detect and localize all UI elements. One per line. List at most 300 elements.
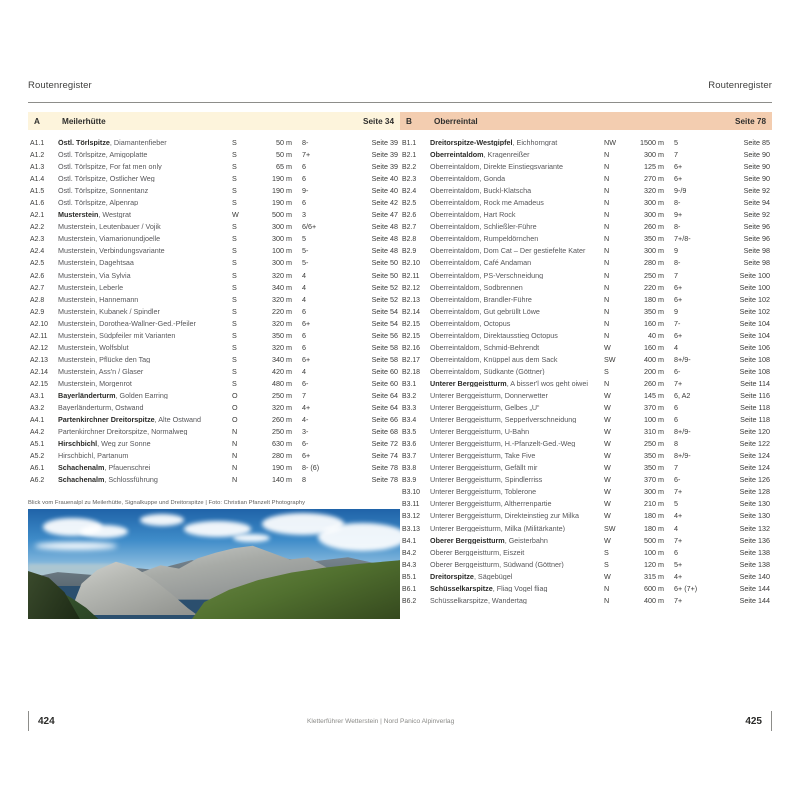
route-grade: 9 bbox=[674, 246, 678, 256]
route-row[interactable] bbox=[28, 199, 400, 211]
route-aspect: W bbox=[604, 342, 611, 352]
route-length: 315 m bbox=[644, 571, 664, 581]
route-grade: 6- bbox=[302, 439, 309, 449]
route-aspect: W bbox=[604, 475, 611, 485]
route-row[interactable] bbox=[28, 380, 400, 392]
route-aspect: W bbox=[604, 415, 611, 425]
route-page-ref[interactable]: Seite 39 bbox=[371, 150, 398, 160]
route-grade: 6 bbox=[674, 547, 678, 557]
route-page-ref[interactable]: Seite 144 bbox=[739, 595, 770, 605]
route-table-b bbox=[400, 139, 772, 609]
route-name: Bayerländerturm, Golden Earring bbox=[58, 391, 168, 400]
route-grade: 7 bbox=[674, 463, 678, 473]
route-length: 320 m bbox=[272, 294, 292, 304]
route-page-ref[interactable]: Seite 50 bbox=[371, 270, 398, 280]
route-page-ref[interactable]: Seite 106 bbox=[739, 342, 770, 352]
route-id: B2.10 bbox=[402, 260, 421, 268]
route-id: A4.2 bbox=[30, 429, 45, 437]
route-id: B3.12 bbox=[402, 513, 421, 521]
route-length: 270 m bbox=[644, 174, 664, 184]
route-id: A2.15 bbox=[30, 380, 49, 388]
route-page-ref[interactable]: Seite 64 bbox=[371, 390, 398, 400]
route-row[interactable] bbox=[28, 428, 400, 440]
route-aspect: N bbox=[604, 150, 610, 160]
route-page-ref[interactable]: Seite 48 bbox=[371, 246, 398, 256]
route-page-ref[interactable]: Seite 90 bbox=[743, 162, 770, 172]
route-grade: 6+ (7+) bbox=[674, 583, 698, 593]
route-grade: 8- bbox=[674, 222, 681, 232]
route-name: Unterer Berggeistturm, Sepperlverschneidung bbox=[430, 416, 577, 424]
route-name: Hirschbichl, Partanum bbox=[58, 452, 129, 460]
route-row[interactable] bbox=[400, 416, 772, 428]
route-row[interactable] bbox=[400, 368, 772, 380]
route-row[interactable] bbox=[28, 440, 400, 452]
route-row[interactable] bbox=[400, 452, 772, 464]
route-id: B2.12 bbox=[402, 284, 421, 292]
route-page-ref[interactable]: Seite 94 bbox=[743, 198, 770, 208]
route-grade: 6- bbox=[302, 378, 309, 388]
route-page-ref[interactable]: Seite 78 bbox=[371, 463, 398, 473]
route-grade: 6+ bbox=[674, 162, 683, 172]
route-page-ref[interactable]: Seite 66 bbox=[371, 415, 398, 425]
route-length: 630 m bbox=[272, 439, 292, 449]
route-name: Schüsselkarspitze, Wandertag bbox=[430, 596, 527, 604]
route-aspect: N bbox=[232, 463, 238, 473]
route-row[interactable] bbox=[28, 139, 400, 151]
route-row[interactable] bbox=[400, 561, 772, 573]
route-row[interactable] bbox=[400, 272, 772, 284]
route-row[interactable] bbox=[28, 272, 400, 284]
route-row[interactable] bbox=[28, 320, 400, 332]
route-length: 340 m bbox=[272, 282, 292, 292]
route-grade: 6 bbox=[302, 306, 306, 316]
route-aspect: N bbox=[604, 318, 610, 328]
route-id: A3.2 bbox=[30, 405, 45, 413]
route-page-ref[interactable]: Seite 54 bbox=[371, 306, 398, 316]
route-page-ref[interactable]: Seite 58 bbox=[371, 354, 398, 364]
route-page-ref[interactable]: Seite 102 bbox=[739, 306, 770, 316]
route-page-ref[interactable]: Seite 124 bbox=[739, 451, 770, 461]
route-row[interactable] bbox=[28, 211, 400, 223]
route-row[interactable] bbox=[400, 211, 772, 223]
route-id: B3.2 bbox=[402, 392, 417, 400]
route-row[interactable] bbox=[400, 296, 772, 308]
route-page-ref[interactable]: Seite 114 bbox=[740, 378, 770, 388]
route-row[interactable] bbox=[400, 500, 772, 512]
route-aspect: W bbox=[604, 390, 611, 400]
route-page-ref[interactable]: Seite 136 bbox=[739, 535, 770, 545]
route-name: Oberreintaldom, Octopus bbox=[430, 319, 511, 327]
route-aspect: S bbox=[232, 282, 237, 292]
route-id: B2.7 bbox=[402, 224, 417, 232]
route-grade: 7- bbox=[674, 318, 681, 328]
route-page-ref[interactable]: Seite 47 bbox=[371, 210, 398, 220]
route-name: Oberer Berggeistturm, Südwand (Göttner) bbox=[430, 560, 564, 568]
route-length: 500 m bbox=[272, 210, 292, 220]
route-aspect: N bbox=[232, 451, 238, 461]
route-row[interactable] bbox=[400, 440, 772, 452]
route-grade: 7+ bbox=[674, 378, 683, 388]
route-page-ref[interactable]: Seite 96 bbox=[743, 234, 770, 244]
route-row[interactable] bbox=[28, 416, 400, 428]
route-page-ref[interactable]: Seite 130 bbox=[739, 499, 770, 509]
route-length: 50 m bbox=[276, 150, 292, 160]
route-row[interactable] bbox=[28, 392, 400, 404]
route-page-ref[interactable]: Seite 54 bbox=[371, 318, 398, 328]
running-head-left: Routenregister bbox=[28, 80, 92, 91]
route-length: 160 m bbox=[644, 342, 664, 352]
route-name: Schüsselkarspitze, Fliag Vogel fliag bbox=[430, 584, 548, 592]
route-aspect: N bbox=[604, 378, 610, 388]
route-page-ref[interactable]: Seite 116 bbox=[740, 390, 770, 400]
route-page-ref[interactable]: Seite 118 bbox=[740, 415, 770, 425]
route-name: Musterstein, Dorothea-Wallner-Ged.-Pfeiler bbox=[58, 319, 196, 327]
route-grade: 6 bbox=[302, 162, 306, 172]
route-row[interactable] bbox=[400, 235, 772, 247]
route-row[interactable] bbox=[400, 525, 772, 537]
route-page-ref[interactable]: Seite 42 bbox=[371, 198, 398, 208]
route-length: 320 m bbox=[272, 270, 292, 280]
route-grade: 8- bbox=[302, 138, 309, 147]
route-grade: 4 bbox=[674, 342, 678, 352]
route-row[interactable] bbox=[28, 404, 400, 416]
route-aspect: N bbox=[604, 210, 610, 220]
route-name: Oberreintaldom, Hart Rock bbox=[430, 211, 516, 219]
route-page-ref[interactable]: Seite 92 bbox=[743, 186, 770, 196]
route-row[interactable] bbox=[400, 585, 772, 597]
route-page-ref[interactable]: Seite 120 bbox=[739, 427, 770, 437]
route-length: 65 m bbox=[276, 162, 292, 172]
route-row[interactable] bbox=[400, 512, 772, 524]
route-name: Unterer Berggeistturm, Gefällt mir bbox=[430, 464, 538, 472]
route-page-ref[interactable]: Seite 140 bbox=[739, 571, 770, 581]
route-page-ref[interactable]: Seite 100 bbox=[739, 270, 770, 280]
route-id: B1.1 bbox=[402, 140, 417, 147]
route-aspect: W bbox=[604, 451, 611, 461]
route-row[interactable] bbox=[400, 199, 772, 211]
route-page-ref[interactable]: Seite 138 bbox=[739, 559, 770, 569]
route-page-ref[interactable]: Seite 64 bbox=[371, 403, 398, 413]
route-name: Musterstein, Westgrat bbox=[58, 211, 131, 219]
route-id: A2.12 bbox=[30, 344, 49, 352]
route-grade: 4- bbox=[302, 415, 309, 425]
route-aspect: W bbox=[604, 535, 611, 545]
route-aspect: S bbox=[232, 150, 237, 160]
route-aspect: N bbox=[604, 330, 610, 340]
route-row[interactable] bbox=[400, 404, 772, 416]
route-page-ref[interactable]: Seite 108 bbox=[739, 366, 770, 376]
route-id: B6.2 bbox=[402, 597, 417, 605]
route-id: A2.11 bbox=[30, 332, 48, 340]
route-length: 300 m bbox=[644, 210, 664, 220]
route-page-ref[interactable]: Seite 138 bbox=[739, 547, 770, 557]
route-page-ref[interactable]: Seite 132 bbox=[739, 523, 770, 533]
route-length: 100 m bbox=[644, 415, 664, 425]
route-length: 320 m bbox=[644, 186, 664, 196]
route-id: A1.2 bbox=[30, 152, 45, 160]
route-length: 250 m bbox=[644, 439, 664, 449]
route-name: Unterer Berggeistturm, A bisser'l wos geht oiwei bbox=[430, 379, 588, 388]
route-aspect: N bbox=[604, 583, 610, 593]
route-length: 210 m bbox=[644, 499, 664, 509]
route-page-ref[interactable]: Seite 128 bbox=[739, 487, 770, 497]
route-aspect: W bbox=[604, 439, 611, 449]
route-row[interactable] bbox=[400, 488, 772, 500]
route-page-ref[interactable]: Seite 144 bbox=[739, 583, 770, 593]
route-row[interactable] bbox=[400, 428, 772, 440]
route-page-ref[interactable]: Seite 130 bbox=[739, 511, 770, 521]
route-id: B2.15 bbox=[402, 320, 421, 328]
route-aspect: SW bbox=[604, 523, 616, 533]
route-id: A1.4 bbox=[30, 176, 45, 184]
route-name: Oberreintaldom, Sodbrennen bbox=[430, 283, 523, 291]
route-id: B3.4 bbox=[402, 417, 417, 425]
route-length: 300 m bbox=[644, 487, 664, 497]
route-page-ref[interactable]: Seite 98 bbox=[743, 246, 770, 256]
route-id: B2.15 bbox=[402, 332, 421, 340]
route-name: Dreitorspitze-Westgipfel, Eichhorngrat bbox=[430, 139, 558, 147]
route-id: A6.1 bbox=[30, 465, 45, 473]
route-row[interactable] bbox=[400, 163, 772, 175]
route-length: 370 m bbox=[644, 475, 664, 485]
route-row[interactable] bbox=[400, 247, 772, 259]
route-row[interactable] bbox=[400, 344, 772, 356]
route-page-ref[interactable]: Seite 48 bbox=[371, 222, 398, 232]
route-row[interactable] bbox=[400, 284, 772, 296]
route-page-ref[interactable]: Seite 40 bbox=[371, 174, 398, 184]
route-length: 300 m bbox=[272, 258, 292, 268]
route-row[interactable] bbox=[400, 380, 772, 392]
route-id: B3.11 bbox=[402, 501, 420, 509]
route-id: A2.1 bbox=[30, 212, 45, 220]
route-aspect: S bbox=[232, 186, 237, 196]
route-id: B2.8 bbox=[402, 236, 417, 244]
route-page-ref[interactable]: Seite 85 bbox=[743, 138, 770, 147]
route-id: A2.8 bbox=[30, 296, 45, 304]
route-name: Unterer Berggeistturm, Direkteinstieg zur Milka bbox=[430, 512, 579, 520]
route-aspect: O bbox=[232, 403, 238, 413]
route-page-ref[interactable]: Seite 92 bbox=[743, 210, 770, 220]
route-length: 300 m bbox=[272, 222, 292, 232]
route-row[interactable] bbox=[28, 247, 400, 259]
route-row[interactable] bbox=[400, 537, 772, 549]
route-name: Oberreintaldom, Rock me Amadeus bbox=[430, 199, 544, 207]
route-name: Oberreintaldom, Südkante (Göttner) bbox=[430, 367, 545, 376]
route-row[interactable] bbox=[400, 464, 772, 476]
footer-note-left: Kletterführer Wetterstein | Nord bbox=[306, 717, 398, 725]
route-page-ref[interactable]: Seite 98 bbox=[743, 258, 770, 268]
route-row[interactable] bbox=[400, 223, 772, 235]
route-aspect: S bbox=[232, 162, 237, 172]
route-length: 400 m bbox=[644, 595, 664, 605]
route-grade: 8 bbox=[302, 475, 306, 485]
route-aspect: N bbox=[604, 198, 610, 208]
route-row[interactable] bbox=[400, 151, 772, 163]
route-page-ref[interactable]: Seite 102 bbox=[739, 294, 770, 304]
route-page-ref[interactable]: Seite 100 bbox=[739, 282, 770, 292]
route-grade: 9-/9 bbox=[674, 186, 687, 196]
route-grade: 7+/8- bbox=[674, 234, 691, 244]
route-id: B3.7 bbox=[402, 453, 417, 461]
route-aspect: S bbox=[232, 222, 237, 232]
route-row[interactable] bbox=[400, 259, 772, 271]
route-id: B3.6 bbox=[402, 441, 417, 449]
route-length: 310 m bbox=[644, 427, 664, 437]
route-row[interactable] bbox=[400, 320, 772, 332]
route-name: Musterstein, Verbindungsvariante bbox=[58, 247, 165, 255]
route-id: B2.14 bbox=[402, 308, 421, 316]
route-length: 300 m bbox=[644, 150, 664, 160]
route-id: A2.10 bbox=[30, 320, 49, 328]
route-aspect: S bbox=[232, 342, 237, 352]
route-id: A2.7 bbox=[30, 284, 45, 292]
route-row[interactable] bbox=[28, 356, 400, 368]
route-page-ref[interactable]: Seite 124 bbox=[739, 463, 770, 473]
route-page-ref[interactable]: Seite 60 bbox=[371, 378, 398, 388]
route-grade: 6, A2 bbox=[674, 390, 691, 400]
route-row[interactable] bbox=[28, 332, 400, 344]
route-page-ref[interactable]: Seite 118 bbox=[740, 403, 770, 413]
route-page-ref[interactable]: Seite 122 bbox=[739, 439, 770, 449]
route-aspect: W bbox=[604, 499, 611, 509]
route-row[interactable] bbox=[28, 223, 400, 235]
route-length: 320 m bbox=[272, 403, 292, 413]
route-page-ref[interactable]: Seite 52 bbox=[371, 294, 398, 304]
route-page-ref[interactable]: Seite 40 bbox=[371, 186, 398, 196]
route-page-ref[interactable]: Seite 90 bbox=[743, 174, 770, 184]
route-row[interactable] bbox=[28, 464, 400, 476]
route-row[interactable] bbox=[28, 284, 400, 296]
section-page-b: Seite 78 bbox=[735, 116, 766, 126]
route-length: 320 m bbox=[272, 318, 292, 328]
route-name: Bayerländerturm, Ostwand bbox=[58, 404, 144, 412]
route-page-ref[interactable]: Seite 96 bbox=[743, 222, 770, 232]
route-grade: 4 bbox=[674, 523, 678, 533]
route-length: 180 m bbox=[644, 294, 664, 304]
route-row[interactable] bbox=[400, 573, 772, 585]
route-id: A2.5 bbox=[30, 260, 45, 268]
route-aspect: N bbox=[232, 427, 238, 437]
route-page-ref[interactable]: Seite 126 bbox=[739, 475, 770, 485]
route-id: B2.6 bbox=[402, 212, 417, 220]
route-page-ref[interactable]: Seite 68 bbox=[371, 427, 398, 437]
route-page-ref[interactable]: Seite 60 bbox=[371, 366, 398, 376]
route-grade: 6+ bbox=[674, 330, 683, 340]
route-name: Oberreintaldom, Gut gebrüllt Löwe bbox=[430, 307, 540, 315]
route-row[interactable] bbox=[28, 308, 400, 320]
header-rule-left bbox=[28, 102, 400, 103]
route-name: Oberreintaldom, Buckl-Klatscha bbox=[430, 187, 532, 195]
cloud-shape bbox=[140, 514, 185, 526]
route-row[interactable] bbox=[28, 151, 400, 163]
route-grade: 7+ bbox=[674, 595, 683, 605]
route-grade: 3- bbox=[302, 427, 309, 437]
route-aspect: N bbox=[604, 294, 610, 304]
route-page-ref[interactable]: Seite 74 bbox=[371, 451, 398, 461]
route-page-ref[interactable]: Seite 39 bbox=[371, 162, 398, 172]
route-row[interactable] bbox=[400, 175, 772, 187]
route-row[interactable] bbox=[400, 139, 772, 151]
route-page-ref[interactable]: Seite 56 bbox=[371, 330, 398, 340]
route-aspect: N bbox=[604, 306, 610, 316]
route-row[interactable] bbox=[28, 163, 400, 175]
route-page-ref[interactable]: Seite 58 bbox=[371, 342, 398, 352]
route-name: Musterstein, Hannemann bbox=[58, 295, 139, 303]
route-row[interactable] bbox=[400, 308, 772, 320]
route-id: A2.3 bbox=[30, 236, 45, 244]
route-grade: 7 bbox=[674, 150, 678, 160]
route-row[interactable] bbox=[28, 296, 400, 308]
route-row[interactable] bbox=[28, 235, 400, 247]
route-name: Partenkirchner Dreitorspitze, Normalweg bbox=[58, 428, 188, 436]
route-id: A1.5 bbox=[30, 188, 45, 196]
route-page-ref[interactable]: Seite 78 bbox=[371, 475, 398, 485]
route-grade: 8 bbox=[674, 439, 678, 449]
route-name: Östl. Törlspitze, Amigoplatte bbox=[58, 151, 148, 159]
route-row[interactable] bbox=[400, 187, 772, 199]
route-length: 145 m bbox=[644, 390, 664, 400]
route-row[interactable] bbox=[28, 175, 400, 187]
route-aspect: S bbox=[232, 306, 237, 316]
route-row[interactable] bbox=[400, 356, 772, 368]
route-page-ref[interactable]: Seite 104 bbox=[739, 318, 770, 328]
route-row[interactable] bbox=[28, 344, 400, 356]
route-row[interactable] bbox=[28, 368, 400, 380]
route-row[interactable] bbox=[400, 332, 772, 344]
route-row[interactable] bbox=[400, 392, 772, 404]
route-aspect: NW bbox=[604, 138, 616, 147]
route-page-ref[interactable]: Seite 39 bbox=[371, 138, 398, 147]
route-row[interactable] bbox=[400, 597, 772, 609]
route-page-ref[interactable]: Seite 50 bbox=[371, 258, 398, 268]
route-page-ref[interactable]: Seite 52 bbox=[371, 282, 398, 292]
section-name-b: Oberreintal bbox=[434, 116, 478, 126]
route-page-ref[interactable]: Seite 90 bbox=[743, 150, 770, 160]
route-row[interactable] bbox=[28, 452, 400, 464]
route-name: Musterstein, Leutenbauer / Vojik bbox=[58, 223, 161, 231]
route-id: A3.1 bbox=[30, 392, 45, 400]
route-row[interactable] bbox=[400, 476, 772, 488]
route-length: 320 m bbox=[272, 342, 292, 352]
route-name: Partenkirchner Dreitorspitze, Alte Ostwand bbox=[58, 416, 202, 424]
route-page-ref[interactable]: Seite 48 bbox=[371, 234, 398, 244]
route-grade: 6+ bbox=[674, 282, 683, 292]
route-id: B6.1 bbox=[402, 585, 417, 593]
route-page-ref[interactable]: Seite 104 bbox=[739, 330, 770, 340]
route-id: A5.1 bbox=[30, 441, 45, 449]
route-grade: 5+ bbox=[674, 559, 683, 569]
route-name: Oberreintaldom, PS-Verschneidung bbox=[430, 271, 544, 279]
route-id: A2.2 bbox=[30, 224, 45, 232]
route-id: A2.14 bbox=[30, 368, 49, 376]
route-page-ref[interactable]: Seite 108 bbox=[739, 354, 770, 364]
route-length: 250 m bbox=[644, 270, 664, 280]
route-grade: 5 bbox=[674, 138, 678, 147]
route-row[interactable] bbox=[400, 549, 772, 561]
route-name: Musterstein, Südpfeiler mit Varianten bbox=[58, 331, 176, 339]
route-aspect: S bbox=[232, 318, 237, 328]
route-page-ref[interactable]: Seite 72 bbox=[371, 439, 398, 449]
route-row[interactable] bbox=[28, 187, 400, 199]
route-name: Östl. Törlspitze, Alpenrap bbox=[58, 199, 139, 207]
route-length: 220 m bbox=[644, 282, 664, 292]
cloud-shape bbox=[80, 525, 128, 538]
route-row[interactable] bbox=[28, 476, 400, 488]
route-id: B2.13 bbox=[402, 296, 421, 304]
section-key-a: A bbox=[34, 116, 40, 126]
route-row[interactable] bbox=[28, 259, 400, 271]
route-grade: 4+ bbox=[674, 511, 683, 521]
